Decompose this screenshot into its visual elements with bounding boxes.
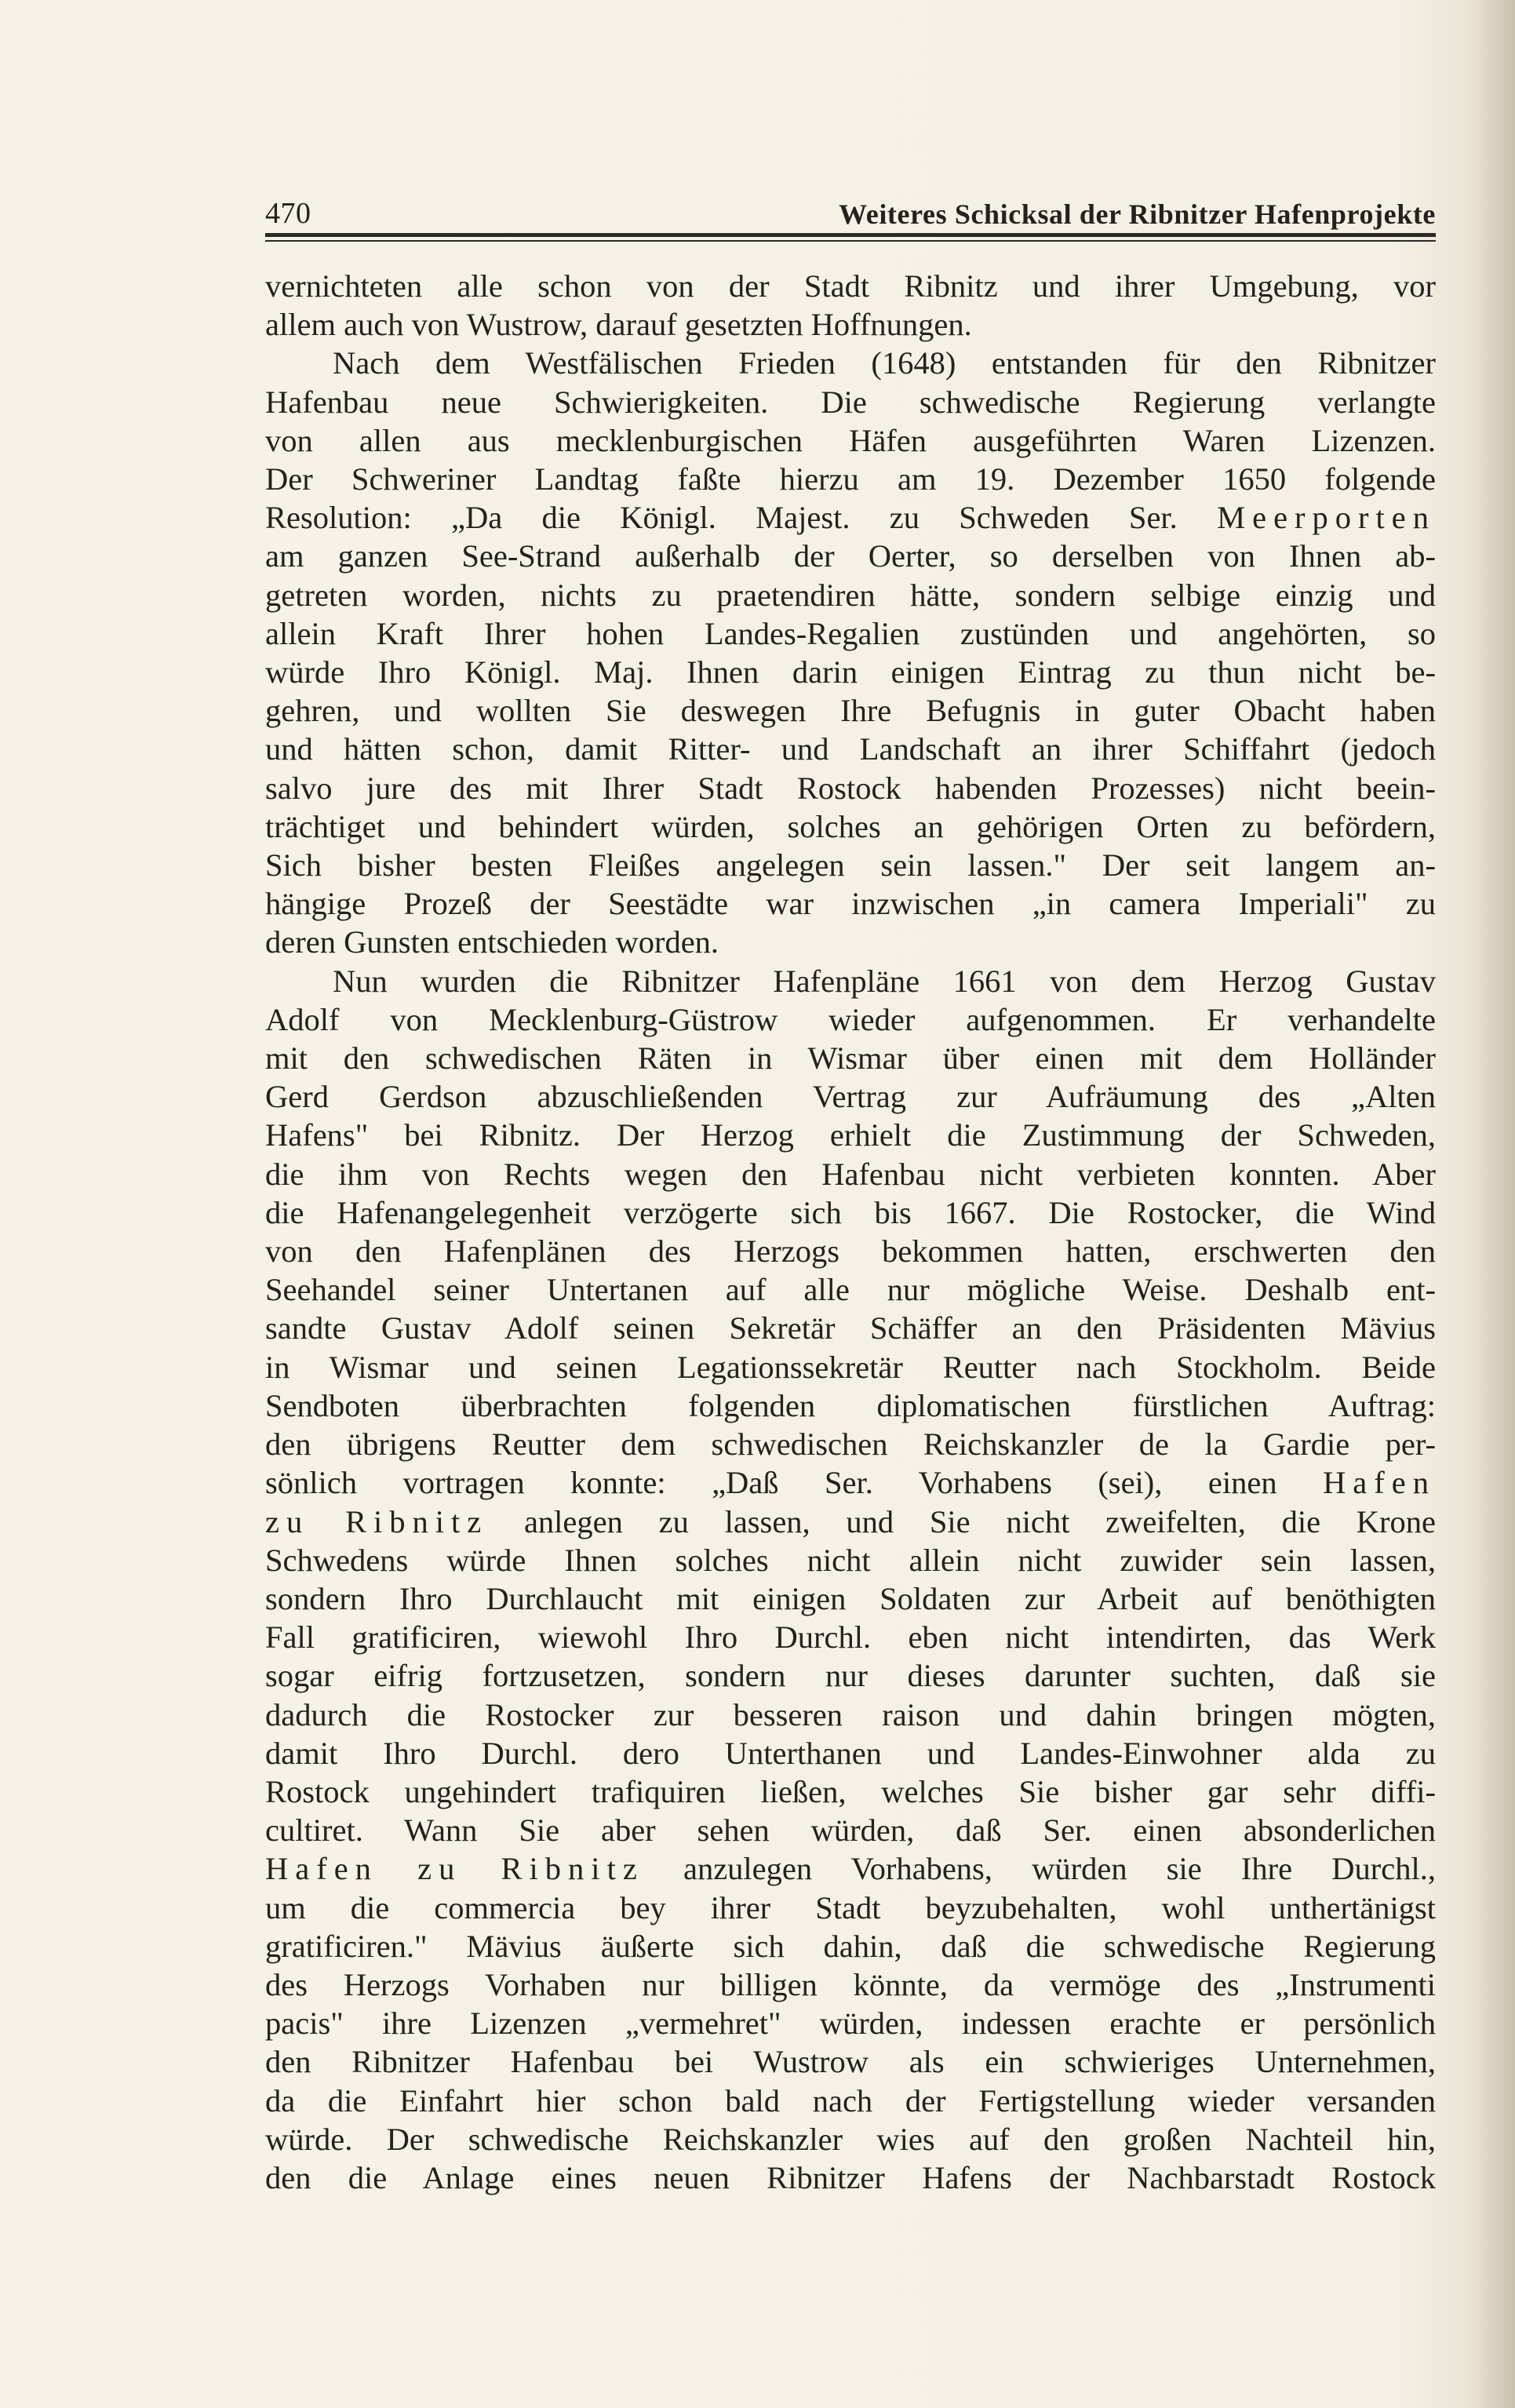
- page-number: 470: [265, 197, 311, 230]
- text-line: um die commercia bey ihrer Stadt beyzubehalten, wohl unthertänigst: [265, 1889, 1436, 1925]
- text-line: sönlich vortragen konnte: „Daß Ser. Vorhabens (sei), einen Hafen: [265, 1465, 1436, 1501]
- running-title: Weiteres Schicksal der Ribnitzer Hafenprojekte: [839, 199, 1436, 230]
- text-line: Hafen zu Ribnitz anzulegen Vorhabens, würden sie Ihre Durchl.,: [265, 1851, 1437, 1887]
- text-line: sogar eifrig fortzusetzen, sondern nur dieses darunter suchten, daß sie: [265, 1658, 1436, 1694]
- text-line: den übrigens Reutter dem schwedischen Reichskanzler de la Gardie per-: [265, 1426, 1436, 1463]
- text-line: dadurch die Rostocker zur besseren raison und dahin bringen mögten,: [265, 1696, 1436, 1732]
- text-line: deren Gunsten entschieden worden.: [265, 924, 719, 960]
- text-line: Sich bisher besten Fleißes angelegen sein lassen." Der seit langem an-: [265, 847, 1436, 883]
- text-line: von allen aus mecklenburgischen Häfen ausgeführten Waren Lizenzen.: [265, 422, 1436, 458]
- header-rule-thick: [265, 233, 1436, 237]
- text-line: allein Kraft Ihrer hohen Landes-Regalien zustünden und angehörten, so: [265, 615, 1436, 651]
- text-line: Nach dem Westfälischen Frieden (1648) entstanden für den Ribnitzer: [333, 345, 1436, 381]
- emphasized-word: zu: [265, 1503, 310, 1539]
- emphasized-word: Ribnitz: [344, 1503, 489, 1539]
- body-text: [265, 267, 1436, 2197]
- text-line: Rostock ungehindert trafiquiren ließen, welches Sie bisher gar sehr diffi-: [265, 1773, 1436, 1809]
- text-line: Resolution: „Da die Königl. Majest. zu Schweden Ser. Meerporten: [265, 500, 1436, 536]
- text-line: Hafenbau neue Schwierigkeiten. Die schwedische Regierung verlangte: [265, 384, 1436, 420]
- page-header: [265, 185, 1436, 231]
- text-line: die ihm von Rechts wegen den Hafenbau nicht verbieten konnten. Aber: [265, 1156, 1436, 1192]
- text-line: Adolf von Mecklenburg-Güstrow wieder aufgenommen. Er verhandelte: [265, 1001, 1436, 1037]
- emphasized-word: Hafen: [265, 1851, 378, 1887]
- text-line: mit den schwedischen Räten in Wismar über einen mit dem Holländer: [265, 1040, 1436, 1076]
- text-line: trächtiget und behindert würden, solches an gehörigen Orten zu befördern,: [265, 808, 1436, 844]
- text-line: salvo jure des mit Ihrer Stadt Rostock habenden Prozesses) nicht beein-: [265, 770, 1436, 806]
- emphasized-word: Hafen: [1323, 1465, 1436, 1501]
- text-line: Gerd Gerdson abzuschließenden Vertrag zur Aufräumung des „Alten: [265, 1079, 1436, 1115]
- emphasized-word: zu: [417, 1851, 462, 1887]
- text-line: pacis" ihre Lizenzen „vermehret" würden, indessen erachte er persönlich: [265, 2005, 1436, 2042]
- text-line: Seehandel seiner Untertanen auf alle nur mögliche Weise. Deshalb ent-: [265, 1272, 1436, 1308]
- text-line: allem auch von Wustrow, darauf gesetzten Hoffnungen.: [265, 307, 972, 343]
- text-line: in Wismar und seinen Legationssekretär Reutter nach Stockholm. Beide: [265, 1349, 1436, 1385]
- text-line: Schwedens würde Ihnen solches nicht allein nicht zuwider sein lassen,: [265, 1542, 1436, 1578]
- text-line: getreten worden, nichts zu praetendiren hätte, sondern selbige einzig und: [265, 577, 1436, 613]
- text-line: den die Anlage eines neuen Ribnitzer Hafens der Nachbarstadt Rostock: [265, 2159, 1436, 2195]
- emphasized-word: Meerporten: [1217, 500, 1436, 536]
- text-line: vernichteten alle schon von der Stadt Ribnitz und ihrer Umgebung, vor: [265, 268, 1436, 304]
- text-line: und hätten schon, damit Ritter- und Landschaft an ihrer Schiffahrt (jedoch: [265, 731, 1436, 767]
- text-line: Der Schweriner Landtag faßte hierzu am 19. Dezember 1650 folgende: [265, 461, 1436, 497]
- text-line: am ganzen See-Strand außerhalb der Oerter, so derselben von Ihnen ab-: [265, 538, 1436, 574]
- header-rule-thin: [265, 240, 1436, 242]
- emphasized-word: Ribnitz: [501, 1851, 644, 1887]
- text-line: gehren, und wollten Sie deswegen Ihre Befugnis in guter Obacht haben: [265, 693, 1436, 729]
- text-line: gratificiren." Mävius äußerte sich dahin, daß die schwedische Regierung: [265, 1928, 1436, 1964]
- text-line: den Ribnitzer Hafenbau bei Wustrow als ein schwieriges Unternehmen,: [265, 2044, 1436, 2080]
- text-line: sondern Ihro Durchlaucht mit einigen Soldaten zur Arbeit auf benöthigten: [265, 1580, 1436, 1616]
- text-line: damit Ihro Durchl. dero Unterthanen und Landes-Einwohner alda zu: [265, 1735, 1436, 1771]
- text-line: des Herzogs Vorhaben nur billigen könnte, da vermöge des „Instrumenti: [265, 1966, 1436, 2002]
- text-line: sandte Gustav Adolf seinen Sekretär Schäffer an den Präsidenten Mävius: [265, 1310, 1436, 1346]
- text-line: da die Einfahrt hier schon bald nach der Fertigstellung wieder versanden: [265, 2082, 1436, 2118]
- text-line: hängige Prozeß der Seestädte war inzwischen „in camera Imperiali" zu: [265, 886, 1436, 922]
- text-line: würde. Der schwedische Reichskanzler wies auf den großen Nachteil hin,: [265, 2121, 1436, 2157]
- text-line: die Hafenangelegenheit verzögerte sich bis 1667. Die Rostocker, die Wind: [265, 1194, 1436, 1230]
- text-line: Sendboten überbrachten folgenden diplomatischen fürstlichen Auftrag:: [265, 1387, 1436, 1423]
- text-line: Nun wurden die Ribnitzer Hafenpläne 1661 von dem Herzog Gustav: [333, 963, 1436, 999]
- text-line: Hafens" bei Ribnitz. Der Herzog erhielt die Zustimmung der Schweden,: [265, 1117, 1436, 1153]
- text-line: Fall gratificiren, wiewohl Ihro Durchl. eben nicht intendirten, das Werk: [265, 1619, 1436, 1656]
- text-line: von den Hafenplänen des Herzogs bekommen hatten, erschwerten den: [265, 1233, 1436, 1270]
- text-line: cultiret. Wann Sie aber sehen würden, daß Ser. einen absonderlichen: [265, 1812, 1436, 1849]
- text-line: zu Ribnitz anlegen zu lassen, und Sie nicht zweifelten, die Krone: [265, 1503, 1436, 1539]
- text-line: würde Ihro Königl. Maj. Ihnen darin einigen Eintrag zu thun nicht be-: [265, 654, 1436, 690]
